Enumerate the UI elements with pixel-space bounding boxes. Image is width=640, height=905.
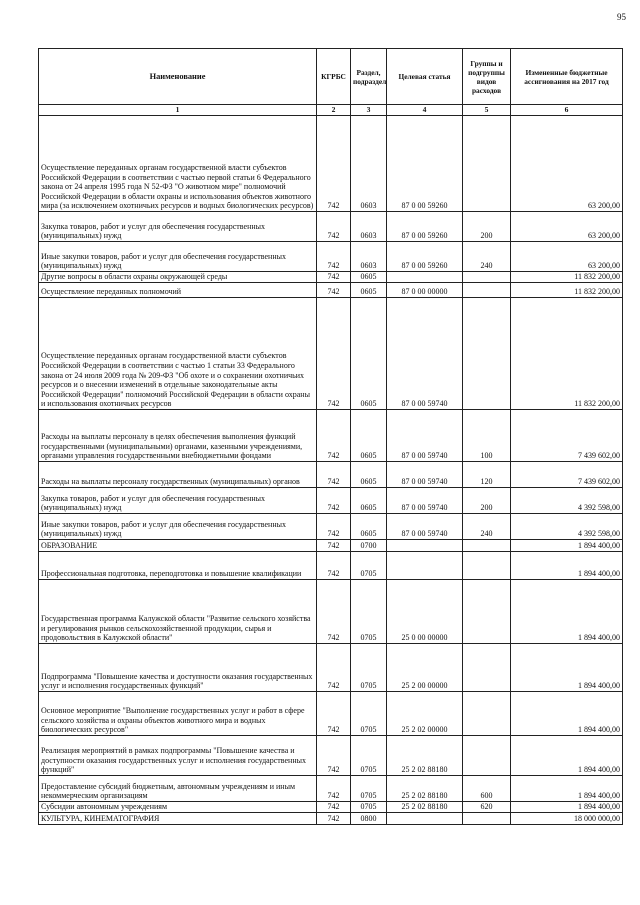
row-amount: 63 200,00: [511, 116, 623, 212]
table-row: [39, 644, 623, 692]
row-section: 0705: [351, 776, 387, 802]
row-section: 0605: [351, 298, 387, 410]
row-target: [387, 540, 463, 552]
row-group: [463, 813, 511, 825]
row-amount: 1 894 400,00: [511, 692, 623, 736]
header-target: Целевая статья: [387, 49, 463, 105]
row-kgrbs: 742: [317, 813, 351, 825]
column-number: 6: [511, 105, 623, 116]
row-section: 0705: [351, 552, 387, 580]
row-target: [387, 813, 463, 825]
row-amount: 11 832 200,00: [511, 298, 623, 410]
row-target: 25 2 02 88180: [387, 802, 463, 813]
row-name: Реализация мероприятий в рамках подпрограммы "Повышение качества и доступности оказания государственных услуг и исполнения государственных функций": [39, 736, 317, 776]
row-kgrbs: 742: [317, 644, 351, 692]
header-name: Наименование: [39, 49, 317, 105]
row-target: 87 0 00 59740: [387, 488, 463, 514]
row-section: 0705: [351, 802, 387, 813]
column-number-row: [39, 105, 623, 116]
row-section: 0700: [351, 540, 387, 552]
header-amount: Измененные бюджетные ассигнования на 2017 год: [511, 49, 623, 105]
row-amount: 1 894 400,00: [511, 644, 623, 692]
table-row: [39, 736, 623, 776]
table-row: [39, 116, 623, 212]
row-amount: 1 894 400,00: [511, 776, 623, 802]
row-name: Предоставление субсидий бюджетным, автономным учреждениям и иным некоммерческим организациям: [39, 776, 317, 802]
row-kgrbs: 742: [317, 580, 351, 644]
row-target: 87 0 00 59260: [387, 116, 463, 212]
row-group: 620: [463, 802, 511, 813]
row-target: 87 0 00 59740: [387, 514, 463, 540]
row-name: Расходы на выплаты персоналу государственных (муниципальных) органов: [39, 462, 317, 488]
row-amount: 18 000 000,00: [511, 813, 623, 825]
row-kgrbs: 742: [317, 692, 351, 736]
table-row: [39, 272, 623, 283]
row-amount: 63 200,00: [511, 242, 623, 272]
row-section: 0603: [351, 116, 387, 212]
table-row: [39, 802, 623, 813]
row-name: Иные закупки товаров, работ и услуг для обеспечения государственных (муниципальных) нужд: [39, 514, 317, 540]
row-section: 0705: [351, 736, 387, 776]
row-group: 600: [463, 776, 511, 802]
column-number: 1: [39, 105, 317, 116]
table-row: [39, 212, 623, 242]
row-name: Иные закупки товаров, работ и услуг для обеспечения государственных (муниципальных) нужд: [39, 242, 317, 272]
row-group: [463, 692, 511, 736]
row-section: 0603: [351, 242, 387, 272]
row-target: 87 0 00 59260: [387, 212, 463, 242]
row-group: [463, 298, 511, 410]
table-row: [39, 462, 623, 488]
row-target: [387, 272, 463, 283]
row-name: Другие вопросы в области охраны окружающей среды: [39, 272, 317, 283]
page-number: 95: [617, 12, 626, 22]
row-group: [463, 116, 511, 212]
header-section: Раздел, подраздел: [351, 49, 387, 105]
header-group: Группы и подгруппы видов расходов: [463, 49, 511, 105]
row-kgrbs: 742: [317, 242, 351, 272]
row-group: [463, 580, 511, 644]
row-target: 25 0 00 00000: [387, 580, 463, 644]
table-row: [39, 298, 623, 410]
row-amount: 7 439 602,00: [511, 462, 623, 488]
row-name: Закупка товаров, работ и услуг для обеспечения государственных (муниципальных) нужд: [39, 212, 317, 242]
table-row: [39, 242, 623, 272]
row-amount: 1 894 400,00: [511, 736, 623, 776]
row-section: 0705: [351, 692, 387, 736]
row-group: [463, 736, 511, 776]
table-row: [39, 540, 623, 552]
row-section: 0800: [351, 813, 387, 825]
column-number: 3: [351, 105, 387, 116]
row-amount: 11 832 200,00: [511, 272, 623, 283]
row-kgrbs: 742: [317, 283, 351, 298]
row-section: 0605: [351, 462, 387, 488]
row-amount: 1 894 400,00: [511, 540, 623, 552]
header-kgrbs: КГРБС: [317, 49, 351, 105]
row-target: 87 0 00 59740: [387, 298, 463, 410]
row-name: Расходы на выплаты персоналу в целях обеспечения выполнения функций государственными (муниципальными) органами, казенными учреждениями, органами управления государственными внебюджетными фондами: [39, 410, 317, 462]
row-target: 25 2 02 88180: [387, 736, 463, 776]
budget-table: [38, 48, 623, 825]
row-kgrbs: 742: [317, 802, 351, 813]
row-kgrbs: 742: [317, 552, 351, 580]
row-kgrbs: 742: [317, 540, 351, 552]
row-section: 0605: [351, 283, 387, 298]
row-section: 0605: [351, 488, 387, 514]
row-amount: 4 392 598,00: [511, 488, 623, 514]
table-row: [39, 283, 623, 298]
row-amount: 1 894 400,00: [511, 580, 623, 644]
row-group: 200: [463, 212, 511, 242]
row-name: Основное мероприятие "Выполнение государственных услуг и работ в сфере сельского хозяйства и охраны объектов животного мира и водных биологических ресурсов": [39, 692, 317, 736]
row-amount: 4 392 598,00: [511, 514, 623, 540]
row-target: 87 0 00 59740: [387, 462, 463, 488]
row-group: 100: [463, 410, 511, 462]
row-kgrbs: 742: [317, 298, 351, 410]
table-row: [39, 813, 623, 825]
row-group: [463, 272, 511, 283]
row-name: Государственная программа Калужской области "Развитие сельского хозяйства и регулирования рынков сельскохозяйственной продукции, сырья и продовольствия в Калужской области": [39, 580, 317, 644]
table-row: [39, 776, 623, 802]
row-name: Осуществление переданных органам государственной власти субъектов Российской Федерации в соответствии с частью 1 статьи 33 Федерального закона от 24 июля 2009 года № 209-ФЗ "Об охоте и о сохранении охотничьих ресурсов и о внесении изменений в отдельные законодательные акты Российской Федерации" полномочий Российской Федерации в области охраны и использования охотничьих ресурсов: [39, 298, 317, 410]
row-group: [463, 644, 511, 692]
row-kgrbs: 742: [317, 116, 351, 212]
row-target: 25 2 00 00000: [387, 644, 463, 692]
row-name: ОБРАЗОВАНИЕ: [39, 540, 317, 552]
row-group: 120: [463, 462, 511, 488]
row-group: 240: [463, 514, 511, 540]
row-group: [463, 283, 511, 298]
row-name: Осуществление переданных полномочий: [39, 283, 317, 298]
row-section: 0605: [351, 514, 387, 540]
row-group: 240: [463, 242, 511, 272]
table-row: [39, 488, 623, 514]
row-group: 200: [463, 488, 511, 514]
row-target: 87 0 00 59260: [387, 242, 463, 272]
row-kgrbs: 742: [317, 514, 351, 540]
table-row: [39, 552, 623, 580]
row-target: 25 2 02 88180: [387, 776, 463, 802]
row-kgrbs: 742: [317, 410, 351, 462]
row-kgrbs: 742: [317, 488, 351, 514]
row-amount: 63 200,00: [511, 212, 623, 242]
row-name: Подпрограмма "Повышение качества и доступности оказания государственных услуг и исполнения государственных функций": [39, 644, 317, 692]
table-row: [39, 514, 623, 540]
row-group: [463, 540, 511, 552]
row-target: 25 2 02 00000: [387, 692, 463, 736]
row-name: Осуществление переданных органам государственной власти субъектов Российской Федерации в соответствии с частью первой статьи 6 Федерального закона от 24 апреля 1995 года N 52-ФЗ "О животном мире" полномочий Российской Федерации в области охраны и использования объектов животного мира (за исключением охотничьих ресурсов и водных биологических ресурсов): [39, 116, 317, 212]
row-target: 87 0 00 59740: [387, 410, 463, 462]
row-kgrbs: 742: [317, 272, 351, 283]
row-section: 0705: [351, 580, 387, 644]
row-name: Закупка товаров, работ и услуг для обеспечения государственных (муниципальных) нужд: [39, 488, 317, 514]
column-number: 5: [463, 105, 511, 116]
row-section: 0605: [351, 272, 387, 283]
table-row: [39, 410, 623, 462]
row-section: 0603: [351, 212, 387, 242]
row-section: 0605: [351, 410, 387, 462]
row-kgrbs: 742: [317, 212, 351, 242]
row-amount: 7 439 602,00: [511, 410, 623, 462]
row-target: [387, 552, 463, 580]
row-amount: 1 894 400,00: [511, 802, 623, 813]
table-header-row: [39, 49, 623, 105]
row-name: КУЛЬТУРА, КИНЕМАТОГРАФИЯ: [39, 813, 317, 825]
row-kgrbs: 742: [317, 776, 351, 802]
row-target: 87 0 00 00000: [387, 283, 463, 298]
row-section: 0705: [351, 644, 387, 692]
table-row: [39, 692, 623, 736]
column-number: 2: [317, 105, 351, 116]
row-kgrbs: 742: [317, 736, 351, 776]
table-row: [39, 580, 623, 644]
row-group: [463, 552, 511, 580]
row-amount: 1 894 400,00: [511, 552, 623, 580]
row-kgrbs: 742: [317, 462, 351, 488]
row-name: Субсидии автономным учреждениям: [39, 802, 317, 813]
row-name: Профессиональная подготовка, переподготовка и повышение квалификации: [39, 552, 317, 580]
column-number: 4: [387, 105, 463, 116]
row-amount: 11 832 200,00: [511, 283, 623, 298]
